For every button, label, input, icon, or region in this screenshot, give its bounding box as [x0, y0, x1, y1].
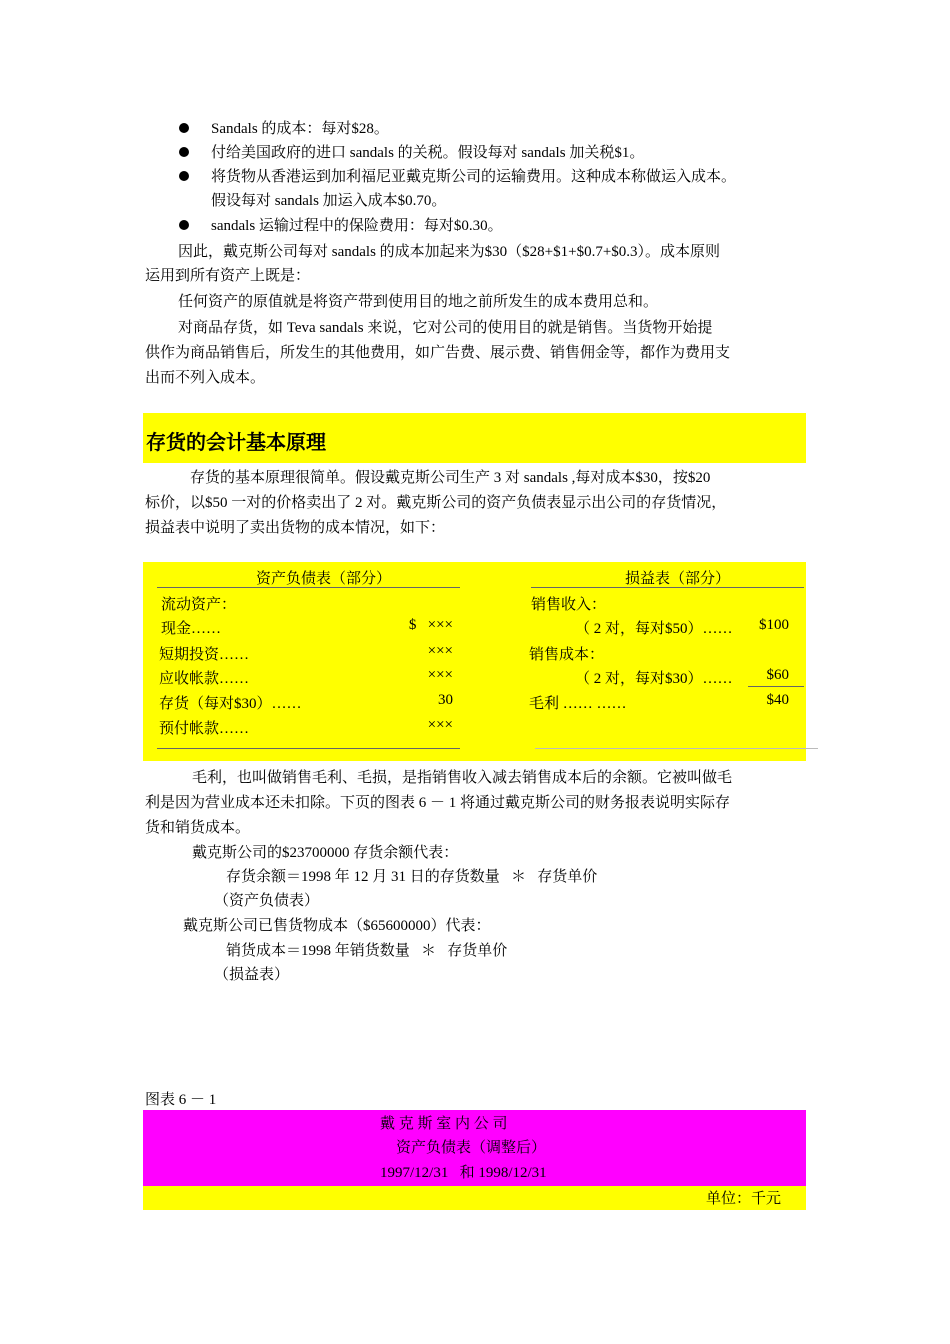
income-statement-row-label: （ 2 对，每对$50）……: [575, 621, 733, 637]
income-statement-row-value: $100: [759, 617, 789, 633]
balance-sheet-row-label: 预付帐款……: [159, 721, 250, 737]
paragraph-line: 利是因为营业成本还未扣除。下页的图表 6 － 1 将通过戴克斯公司的财务报表说明实际存: [145, 795, 731, 811]
income-statement-subtotal-rule: [748, 686, 804, 687]
balance-sheet-row-value: 30: [438, 692, 453, 708]
bullet-item: Sandals 的成本：每对$28。: [211, 121, 389, 137]
paragraph-line: 供作为商品销售后，所发生的其他费用，如广告费、展示费、销售佣金等，都作为费用支: [145, 345, 731, 361]
paragraph-line: 运用到所有资产上既是：: [145, 268, 311, 284]
balance-sheet-row-label: 应收帐款……: [159, 671, 250, 687]
paragraph-line: 因此，戴克斯公司每对 sandals 的成本加起来为$30（$28+$1+$0.7+$0.3）。成本原则: [178, 244, 721, 260]
balance-sheet-row-value: ×××: [427, 643, 453, 659]
balance-sheet-title-rule: [157, 587, 460, 588]
income-statement-bottom-rule: [535, 748, 818, 749]
figure-statement-title: 资产负债表（调整后）: [396, 1140, 547, 1156]
income-statement-title-rule: [531, 587, 804, 588]
paragraph-line: 出而不列入成本。: [145, 370, 266, 386]
income-statement-row-label: （ 2 对，每对$30）……: [575, 671, 733, 687]
income-statement-title: 损益表（部分）: [625, 571, 731, 587]
paragraph-line: 货和销货成本。: [145, 820, 251, 836]
bullet-dot: [179, 171, 189, 181]
balance-sheet-row-label: 短期投资……: [159, 647, 250, 663]
income-statement-row-value: $60: [766, 667, 789, 683]
statements-box: [143, 562, 806, 761]
income-statement-row-label: 销售成本：: [529, 647, 605, 663]
bullet-dot: [179, 220, 189, 230]
paragraph-line: 标价，以$50 一对的价格卖出了 2 对。戴克斯公司的资产负债表显示出公司的存货情况，: [145, 495, 727, 511]
balance-sheet-title: 资产负债表（部分）: [256, 571, 392, 587]
bullet-item: 付给美国政府的进口 sandals 的关税。假设每对 sandals 加关税$1。: [211, 145, 645, 161]
section-heading-bar: [143, 413, 806, 463]
figure-unit: 单位：千元: [706, 1191, 782, 1207]
balance-sheet-row-label: 现金……: [161, 621, 222, 637]
bullet-item: sandals 运输过程中的保险费用：每对$0.30。: [211, 218, 503, 234]
paragraph-line: 存货的基本原理很简单。假设戴克斯公司生产 3 对 sandals ,每对成本$30，按$20: [190, 470, 711, 486]
figure-dates: 1997/12/31 和 1998/12/31: [380, 1165, 547, 1181]
paragraph-line: 任何资产的原值就是将资产带到使用目的地之前所发生的成本费用总和。: [178, 294, 659, 310]
section-title: 存货的会计基本原理: [146, 430, 326, 454]
balance-sheet-bottom-rule: [157, 748, 460, 749]
balance-sheet-row-label: 存货（每对$30）……: [159, 696, 302, 712]
balance-sheet-row-value: ×××: [427, 667, 453, 683]
bullet-item-continued: 假设每对 sandals 加运入成本$0.70。: [211, 193, 447, 209]
figure-company-name: 戴 克 斯 室 内 公 司: [380, 1116, 508, 1132]
paragraph-line: 毛利，也叫做销售毛利、毛损，是指销售收入减去销售成本后的余额。它被叫做毛: [192, 770, 733, 786]
formula-intro: 戴克斯公司已售货物成本（$65600000）代表：: [183, 918, 491, 934]
income-statement-row-label: 销售收入：: [531, 597, 607, 613]
balance-sheet-row-value: ×××: [427, 717, 453, 733]
balance-sheet-row-value: $ ×××: [408, 617, 453, 633]
formula-intro: 戴克斯公司的$23700000 存货余额代表：: [192, 845, 459, 861]
income-statement-row-label: 毛利 …… ……: [529, 696, 627, 712]
paragraph-line: 对商品存货，如 Teva sandals 来说，它对公司的使用目的就是销售。当货物开始提: [178, 320, 713, 336]
formula-line: 销货成本＝1998 年销货数量 ＊ 存货单价: [226, 943, 508, 959]
paragraph-line: 损益表中说明了卖出货物的成本情况，如下：: [145, 520, 446, 536]
figure-label: 图表 6 － 1: [145, 1092, 217, 1108]
bullet-dot: [179, 123, 189, 133]
formula-source: （损益表）: [214, 967, 290, 983]
formula-line: 存货余额＝1998 年 12 月 31 日的存货数量 ＊ 存货单价: [226, 869, 598, 885]
income-statement-row-value: $40: [766, 692, 789, 708]
formula-source: （资产负债表）: [214, 893, 320, 909]
balance-sheet-row-label: 流动资产：: [161, 597, 237, 613]
bullet-item: 将货物从香港运到加利福尼亚戴克斯公司的运输费用。这种成本称做运入成本。: [211, 169, 737, 185]
bullet-dot: [179, 147, 189, 157]
